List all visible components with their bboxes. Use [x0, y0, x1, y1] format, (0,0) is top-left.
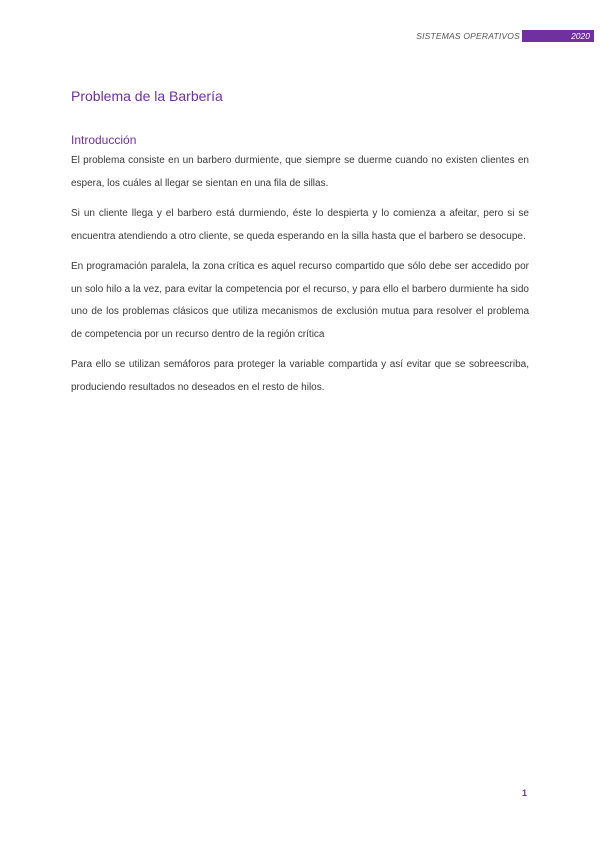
- paragraph-3: En programación paralela, la zona crítica es aquel recurso compartido que sólo debe ser accedido por un solo hilo a la vez, para evitar la competencia por el recurso, y para ello el barbero durmiente ha sido uno de los problemas clásicos que utiliza mecanismos de exclusión mutua para resolver el problema de competencia por un recurso dentro de la región crítica: [71, 261, 529, 340]
- header-year: 2020: [571, 31, 590, 41]
- paragraph-1: El problema consiste en un barbero durmiente, que siempre se duerme cuando no existen clientes en espera, los cuáles al llegar se sientan en una fila de sillas.: [71, 155, 529, 189]
- section-heading-introduccion: Introducción: [71, 133, 137, 147]
- header-year-block: [522, 30, 594, 42]
- document-title: Problema de la Barbería: [71, 88, 223, 104]
- paragraph-2: Si un cliente llega y el barbero está durmiendo, éste lo despierta y lo comienza a afeitar, pero si se encuentra atendiendo a otro cliente, se queda esperando en la silla hasta que el barbero se desocupe.: [71, 208, 529, 242]
- page-header: [0, 30, 600, 42]
- page-number: 1: [522, 788, 528, 798]
- paragraph-4: Para ello se utilizan semáforos para proteger la variable compartida y así evitar que se sobreescriba, produciendo resultados no deseados en el resto de hilos.: [71, 359, 529, 393]
- document-body: [71, 86, 529, 407]
- header-title: SISTEMAS OPERATIVOS: [416, 31, 520, 41]
